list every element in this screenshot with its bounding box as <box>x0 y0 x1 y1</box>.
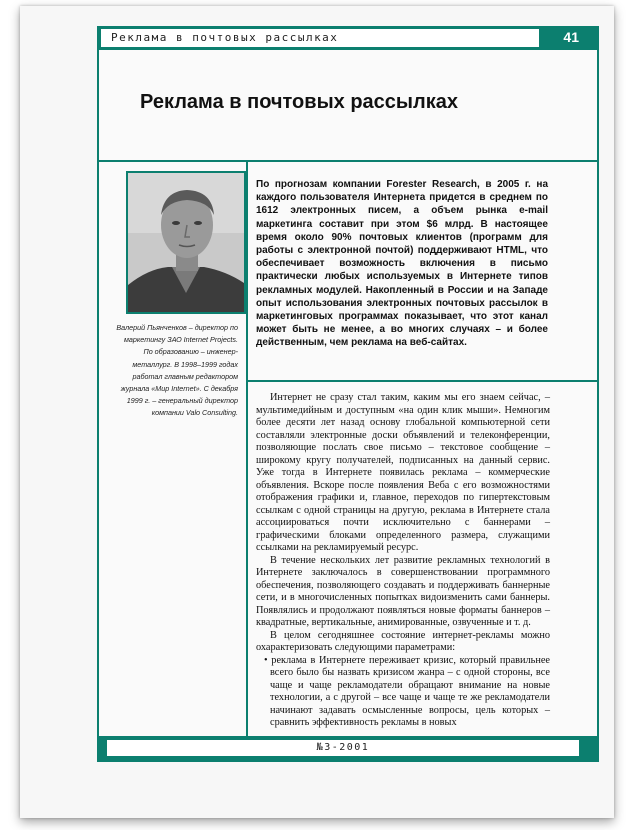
body-paragraph: В целом сегодняшнее состояние интернет-рекламы можно охарактеризовать следующими параметрами: <box>256 629 550 653</box>
lead-paragraph: По прогнозам компании Forester Research, в 2005 г. на каждого пользователя Интернета придется в среднем по 1612 электронных писем, а объем рынка e-mail маркетинга составит при этом $6 млрд. В настоящее время около 90% почтовых клиентов (программ для работы с электронной почтой) поддерживают HTML, что обеспечивает возможность включения в письмо практически любых используемых в Интернете типов рекламных модулей. Накопленный в России и на Западе опыт использования электронных почтовых рассылок в маркетинговых программах показывает, что этот канал может быть не менее, а во многих случаях – и более действенным, чем реклама на веб-сайтах. <box>256 179 548 349</box>
issue-label: №3-2001 <box>107 740 579 756</box>
body-paragraph: Интернет не сразу стал таким, каким мы его знаем сейчас, – мультимедийным и доступным «на один клик мыши». Немногим более десяти лет назад основу глобальной компьютерной сети составляли электронные доски объявлений и телеконференции, позволяющие послать свое письмо – текстовое сообщение – широкому кругу получателей, подписанных на данный сервис. Уже тогда в Интернете появилась реклама – коммерческие объявления. Вскоре после появления Веба с его возможностями отображения графики и, главное, переходов по гипертекстовым ссылкам с одной страницы на другую, реклама в Интернете стала ассоциироваться почти исключительно с баннерами – графическими блоками определенного размера, служащими ссылками на рекламируемый ресурс. <box>256 392 550 553</box>
running-head-text: Реклама в почтовых рассылках <box>101 29 539 47</box>
bullet-item: • реклама в Интернете переживает кризис, который правильнее всего было бы назвать кризисом жанра – с одной стороны, все чаще и чаще рекламодатели обращают внимание на новые технологии, а с другой – все чаще и чаще те же рекламодатели начинают задавать осмысленные вопросы, цель которых – сравнить эффективность рекламы в новых <box>264 654 550 728</box>
body-paragraph: В течение нескольких лет развитие рекламных технологий в Интернете заключалось в совершенствовании программного обеспечения, позволяющего создавать и поддерживать баннерные сети, и в многочисленных попытках видоизменить сами баннеры. Появлялись и продолжают появляться новые форматы баннеров – квадратные, вертикальные, анимированные, озвученные и т. д. <box>256 554 550 628</box>
author-caption: Валерий Пьянченков – директор по маркетингу ЗАО Internet Projects. По образованию – инженер-металлург. В 1998–1999 годах работал главным редактором журнала «Мир Internet». С декабря 1999 г. – генеральный директор компании Valo Consulting. <box>116 323 238 418</box>
footer-bar <box>97 736 599 762</box>
divider-under-lead <box>246 380 599 382</box>
running-header <box>97 26 599 50</box>
article-title: Реклама в почтовых рассылках <box>140 91 458 113</box>
article-body <box>256 392 550 730</box>
divider-under-title <box>97 160 599 162</box>
author-photo <box>126 171 246 314</box>
author-portrait-image <box>128 173 244 312</box>
divider-under-header <box>97 48 599 50</box>
column-divider <box>246 160 248 736</box>
page-number: 41 <box>563 29 579 45</box>
